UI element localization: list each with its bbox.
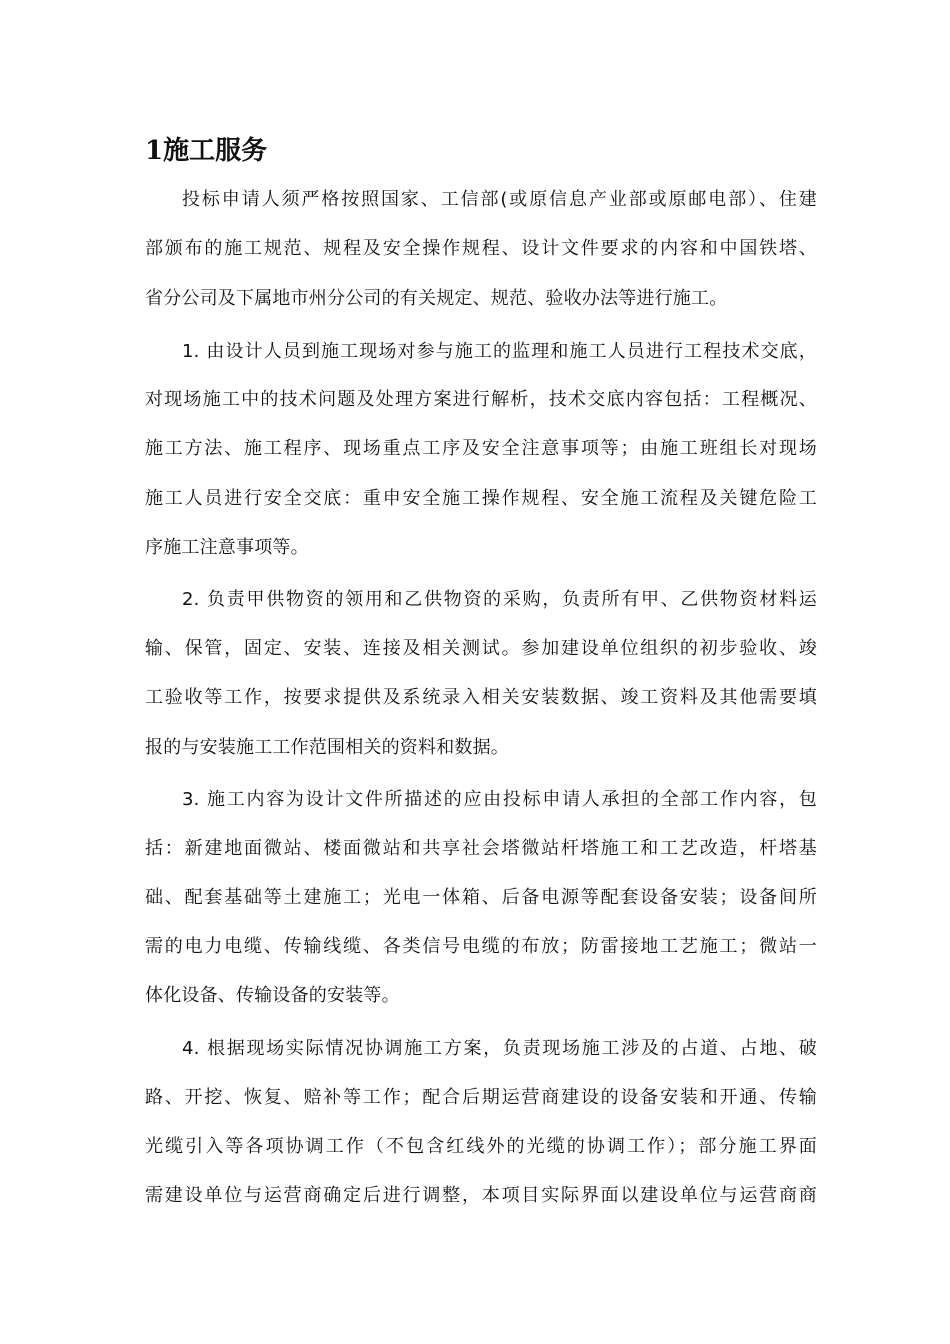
- paragraph-line: 对现场施工中的技术问题及处理方案进行解析，技术交底内容包括：工程概况、: [145, 389, 817, 410]
- paragraph-line: 1. 由设计人员到施工现场对参与施工的监理和施工人员进行工程技术交底，: [182, 341, 817, 362]
- paragraph-line: 投标申请人须严格按照国家、工信部(或原信息产业部或原邮电部）、住建: [182, 189, 817, 210]
- paragraph-line: 4. 根据现场实际情况协调施工方案，负责现场施工涉及的占道、占地、破: [182, 1038, 817, 1059]
- paragraph-line: 报的与安装施工工作范围相关的资料和数据。: [145, 737, 509, 758]
- paragraph-line: 2. 负责甲供物资的领用和乙供物资的采购，负责所有甲、乙供物资材料运: [182, 589, 817, 610]
- paragraph-line: 体化设备、传输设备的安装等。: [145, 985, 400, 1006]
- paragraph-line: 施工人员进行安全交底：重申安全施工操作规程、安全施工流程及关键危险工: [145, 488, 817, 509]
- paragraph-line: 部颁布的施工规范、规程及安全操作规程、设计文件要求的内容和中国铁塔、: [145, 238, 817, 259]
- paragraph-line: 需的电力电缆、传输线缆、各类信号电缆的布放；防雷接地工艺施工；微站一: [145, 936, 817, 957]
- paragraph-line: 施工方法、施工程序、现场重点工序及安全注意事项等；由施工班组长对现场: [145, 438, 817, 459]
- paragraph-line: 3. 施工内容为设计文件所描述的应由投标申请人承担的全部工作内容，包: [182, 789, 817, 810]
- paragraph-line: 括：新建地面微站、楼面微站和共享社会塔微站杆塔施工和工艺改造，杆塔基: [145, 838, 817, 859]
- paragraph-line: 序施工注意事项等。: [145, 537, 309, 558]
- paragraph-line: 需建设单位与运营商确定后进行调整，本项目实际界面以建设单位与运营商商: [145, 1185, 817, 1206]
- paragraph-line: 输、保管，固定、安装、连接及相关测试。参加建设单位组织的初步验收、竣: [145, 638, 817, 659]
- section-heading: 1施工服务: [145, 136, 268, 166]
- paragraph-line: 工验收等工作，按要求提供及系统录入相关安装数据、竣工资料及其他需要填: [145, 687, 817, 708]
- paragraph-line: 光缆引入等各项协调工作（不包含红线外的光缆的协调工作）；部分施工界面: [145, 1136, 817, 1157]
- paragraph-line: 路、开挖、恢复、赔补等工作；配合后期运营商建设的设备安装和开通、传输: [145, 1087, 817, 1108]
- paragraph-line: 省分公司及下属地市州分公司的有关规定、规范、验收办法等进行施工。: [145, 288, 728, 309]
- paragraph-line: 础、配套基础等土建施工；光电一体箱、后备电源等配套设备安装；设备间所: [145, 887, 817, 908]
